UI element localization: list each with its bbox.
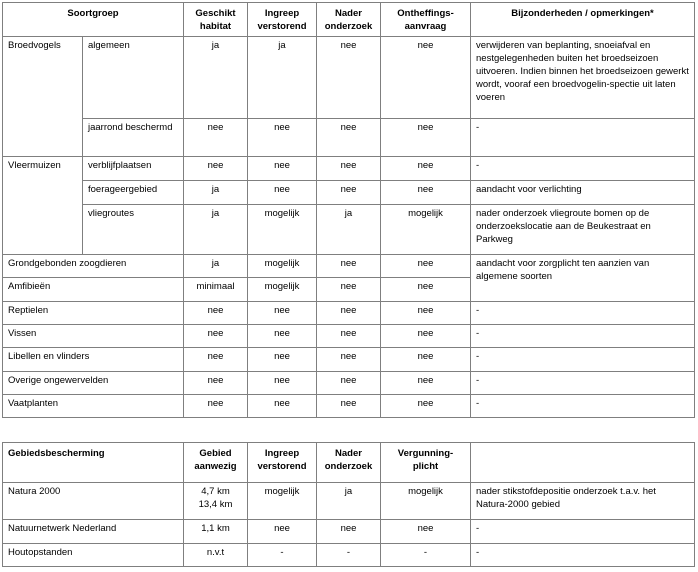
cell-habitat: nee	[184, 302, 248, 325]
group-broedvogels: Broedvogels	[3, 37, 83, 157]
cell-opmerking: -	[471, 544, 695, 567]
header-gebied-aanwezig: Gebied aanwezig	[184, 443, 248, 483]
cell-habitat: minimaal	[184, 278, 248, 302]
cell-ingreep: nee	[248, 372, 317, 395]
cell-opmerking: nader onderzoek vliegroute bomen op de onderzoekslocatie aan de Beukestraat en Parkweg	[471, 205, 695, 255]
group-libellen: Libellen en vlinders	[3, 348, 184, 372]
table-row	[3, 119, 695, 157]
species-assessment-table	[2, 2, 695, 567]
group-vleermuizen: Vleermuizen	[3, 157, 83, 255]
cell-ontheffing: nee	[381, 325, 471, 348]
cell-nader: nee	[317, 302, 381, 325]
cell-nader: -	[317, 544, 381, 567]
cell-nader: nee	[317, 181, 381, 205]
group-overige: Overige ongewervelden	[3, 372, 184, 395]
cell-vergunning: nee	[381, 520, 471, 544]
cell-vergunning: mogelijk	[381, 483, 471, 520]
header-row-gebied	[3, 443, 695, 483]
table-spacer	[3, 418, 695, 443]
cell-ontheffing: nee	[381, 181, 471, 205]
cell-opmerking: -	[471, 348, 695, 372]
cell-ingreep: nee	[248, 348, 317, 372]
gebied-houtopstanden: Houtopstanden	[3, 544, 184, 567]
table-row	[3, 520, 695, 544]
cell-nader: nee	[317, 255, 381, 278]
sub-jaarrond: jaarrond beschermd	[83, 119, 184, 157]
header-ontheffingsaanvraag: Ontheffings- aanvraag	[381, 3, 471, 37]
cell-nader: nee	[317, 278, 381, 302]
header-gebiedsbescherming: Gebiedsbescherming	[3, 443, 184, 483]
group-grondgebonden: Grondgebonden zoogdieren	[3, 255, 184, 278]
cell-ingreep: mogelijk	[248, 255, 317, 278]
group-reptielen: Reptielen	[3, 302, 184, 325]
header-nader-onderzoek: Nader onderzoek	[317, 443, 381, 483]
cell-ontheffing: nee	[381, 37, 471, 119]
cell-ingreep: nee	[248, 520, 317, 544]
cell-ontheffing: nee	[381, 395, 471, 418]
cell-opmerking: -	[471, 119, 695, 157]
cell-opmerking: -	[471, 325, 695, 348]
cell-ingreep: nee	[248, 395, 317, 418]
cell-ingreep: nee	[248, 302, 317, 325]
cell-habitat: nee	[184, 119, 248, 157]
gebied-natura2000: Natura 2000	[3, 483, 184, 520]
group-vaatplanten: Vaatplanten	[3, 395, 184, 418]
cell-aanwezig: n.v.t	[184, 544, 248, 567]
cell-ontheffing: nee	[381, 119, 471, 157]
cell-nader: nee	[317, 119, 381, 157]
sub-vliegroutes: vliegroutes	[83, 205, 184, 255]
cell-aanwezig: 1,1 km	[184, 520, 248, 544]
cell-ontheffing: nee	[381, 348, 471, 372]
cell-habitat: ja	[184, 205, 248, 255]
gebied-nnn: Natuurnetwerk Nederland	[3, 520, 184, 544]
cell-ingreep: mogelijk	[248, 278, 317, 302]
cell-nader: nee	[317, 325, 381, 348]
cell-habitat: ja	[184, 181, 248, 205]
table-row	[3, 372, 695, 395]
cell-habitat: nee	[184, 348, 248, 372]
cell-nader: nee	[317, 348, 381, 372]
cell-opmerking: -	[471, 302, 695, 325]
cell-ingreep: nee	[248, 119, 317, 157]
cell-opmerking: -	[471, 395, 695, 418]
sub-verblijfplaatsen: verblijfplaatsen	[83, 157, 184, 181]
group-vissen: Vissen	[3, 325, 184, 348]
cell-ontheffing: nee	[381, 255, 471, 278]
header-soortgroep: Soortgroep	[3, 3, 184, 37]
table-row	[3, 255, 695, 278]
cell-ingreep: nee	[248, 181, 317, 205]
header-opmerkingen-blank	[471, 443, 695, 483]
cell-nader: nee	[317, 37, 381, 119]
cell-habitat: ja	[184, 255, 248, 278]
table-row	[3, 302, 695, 325]
header-nader-onderzoek: Nader onderzoek	[317, 3, 381, 37]
cell-vergunning: -	[381, 544, 471, 567]
cell-habitat: nee	[184, 157, 248, 181]
cell-ontheffing: nee	[381, 302, 471, 325]
cell-aanwezig: 4,7 km 13,4 km	[184, 483, 248, 520]
cell-ingreep: nee	[248, 325, 317, 348]
cell-opmerking: aandacht voor verlichting	[471, 181, 695, 205]
header-ingreep-verstorend: Ingreep verstorend	[248, 443, 317, 483]
cell-habitat: nee	[184, 325, 248, 348]
table-row	[3, 348, 695, 372]
cell-nader: nee	[317, 372, 381, 395]
header-geschikt-habitat: Geschikt habitat	[184, 3, 248, 37]
cell-opmerking: -	[471, 520, 695, 544]
cell-ontheffing: nee	[381, 278, 471, 302]
cell-opmerking: aandacht voor zorgplicht ten aanzien van algemene soorten	[471, 255, 695, 302]
table-row	[3, 205, 695, 255]
header-vergunningplicht: Vergunning- plicht	[381, 443, 471, 483]
cell-opmerking: -	[471, 372, 695, 395]
table-row	[3, 483, 695, 520]
table-row	[3, 544, 695, 567]
cell-habitat: nee	[184, 395, 248, 418]
group-amfibieen: Amfibieën	[3, 278, 184, 302]
header-ingreep-verstorend: Ingreep verstorend	[248, 3, 317, 37]
sub-foerageergebied: foerageergebied	[83, 181, 184, 205]
cell-nader: nee	[317, 395, 381, 418]
cell-ontheffing: nee	[381, 372, 471, 395]
cell-ingreep: mogelijk	[248, 205, 317, 255]
cell-nader: nee	[317, 157, 381, 181]
cell-opmerking: nader stikstofdepositie onderzoek t.a.v. het Natura-2000 gebied	[471, 483, 695, 520]
header-row	[3, 3, 695, 37]
cell-ingreep: nee	[248, 157, 317, 181]
cell-habitat: nee	[184, 372, 248, 395]
table-row	[3, 325, 695, 348]
table-row	[3, 395, 695, 418]
sub-algemeen: algemeen	[83, 37, 184, 119]
cell-ontheffing: nee	[381, 157, 471, 181]
cell-habitat: ja	[184, 37, 248, 119]
cell-opmerking: verwijderen van beplanting, snoeiafval en nestgelegenheden buiten het broedseizoen uitvoeren. Indien binnen het broedseizoen gewerkt wordt, vooraf een broedvogelin-spectie uit laten voeren	[471, 37, 695, 119]
table-row	[3, 157, 695, 181]
cell-nader: ja	[317, 205, 381, 255]
table-row	[3, 37, 695, 119]
cell-ingreep: -	[248, 544, 317, 567]
cell-ingreep: ja	[248, 37, 317, 119]
table-row	[3, 181, 695, 205]
header-opmerkingen: Bijzonderheden / opmerkingen*	[471, 3, 695, 37]
cell-ingreep: mogelijk	[248, 483, 317, 520]
cell-nader: nee	[317, 520, 381, 544]
cell-nader: ja	[317, 483, 381, 520]
cell-ontheffing: mogelijk	[381, 205, 471, 255]
cell-opmerking: -	[471, 157, 695, 181]
